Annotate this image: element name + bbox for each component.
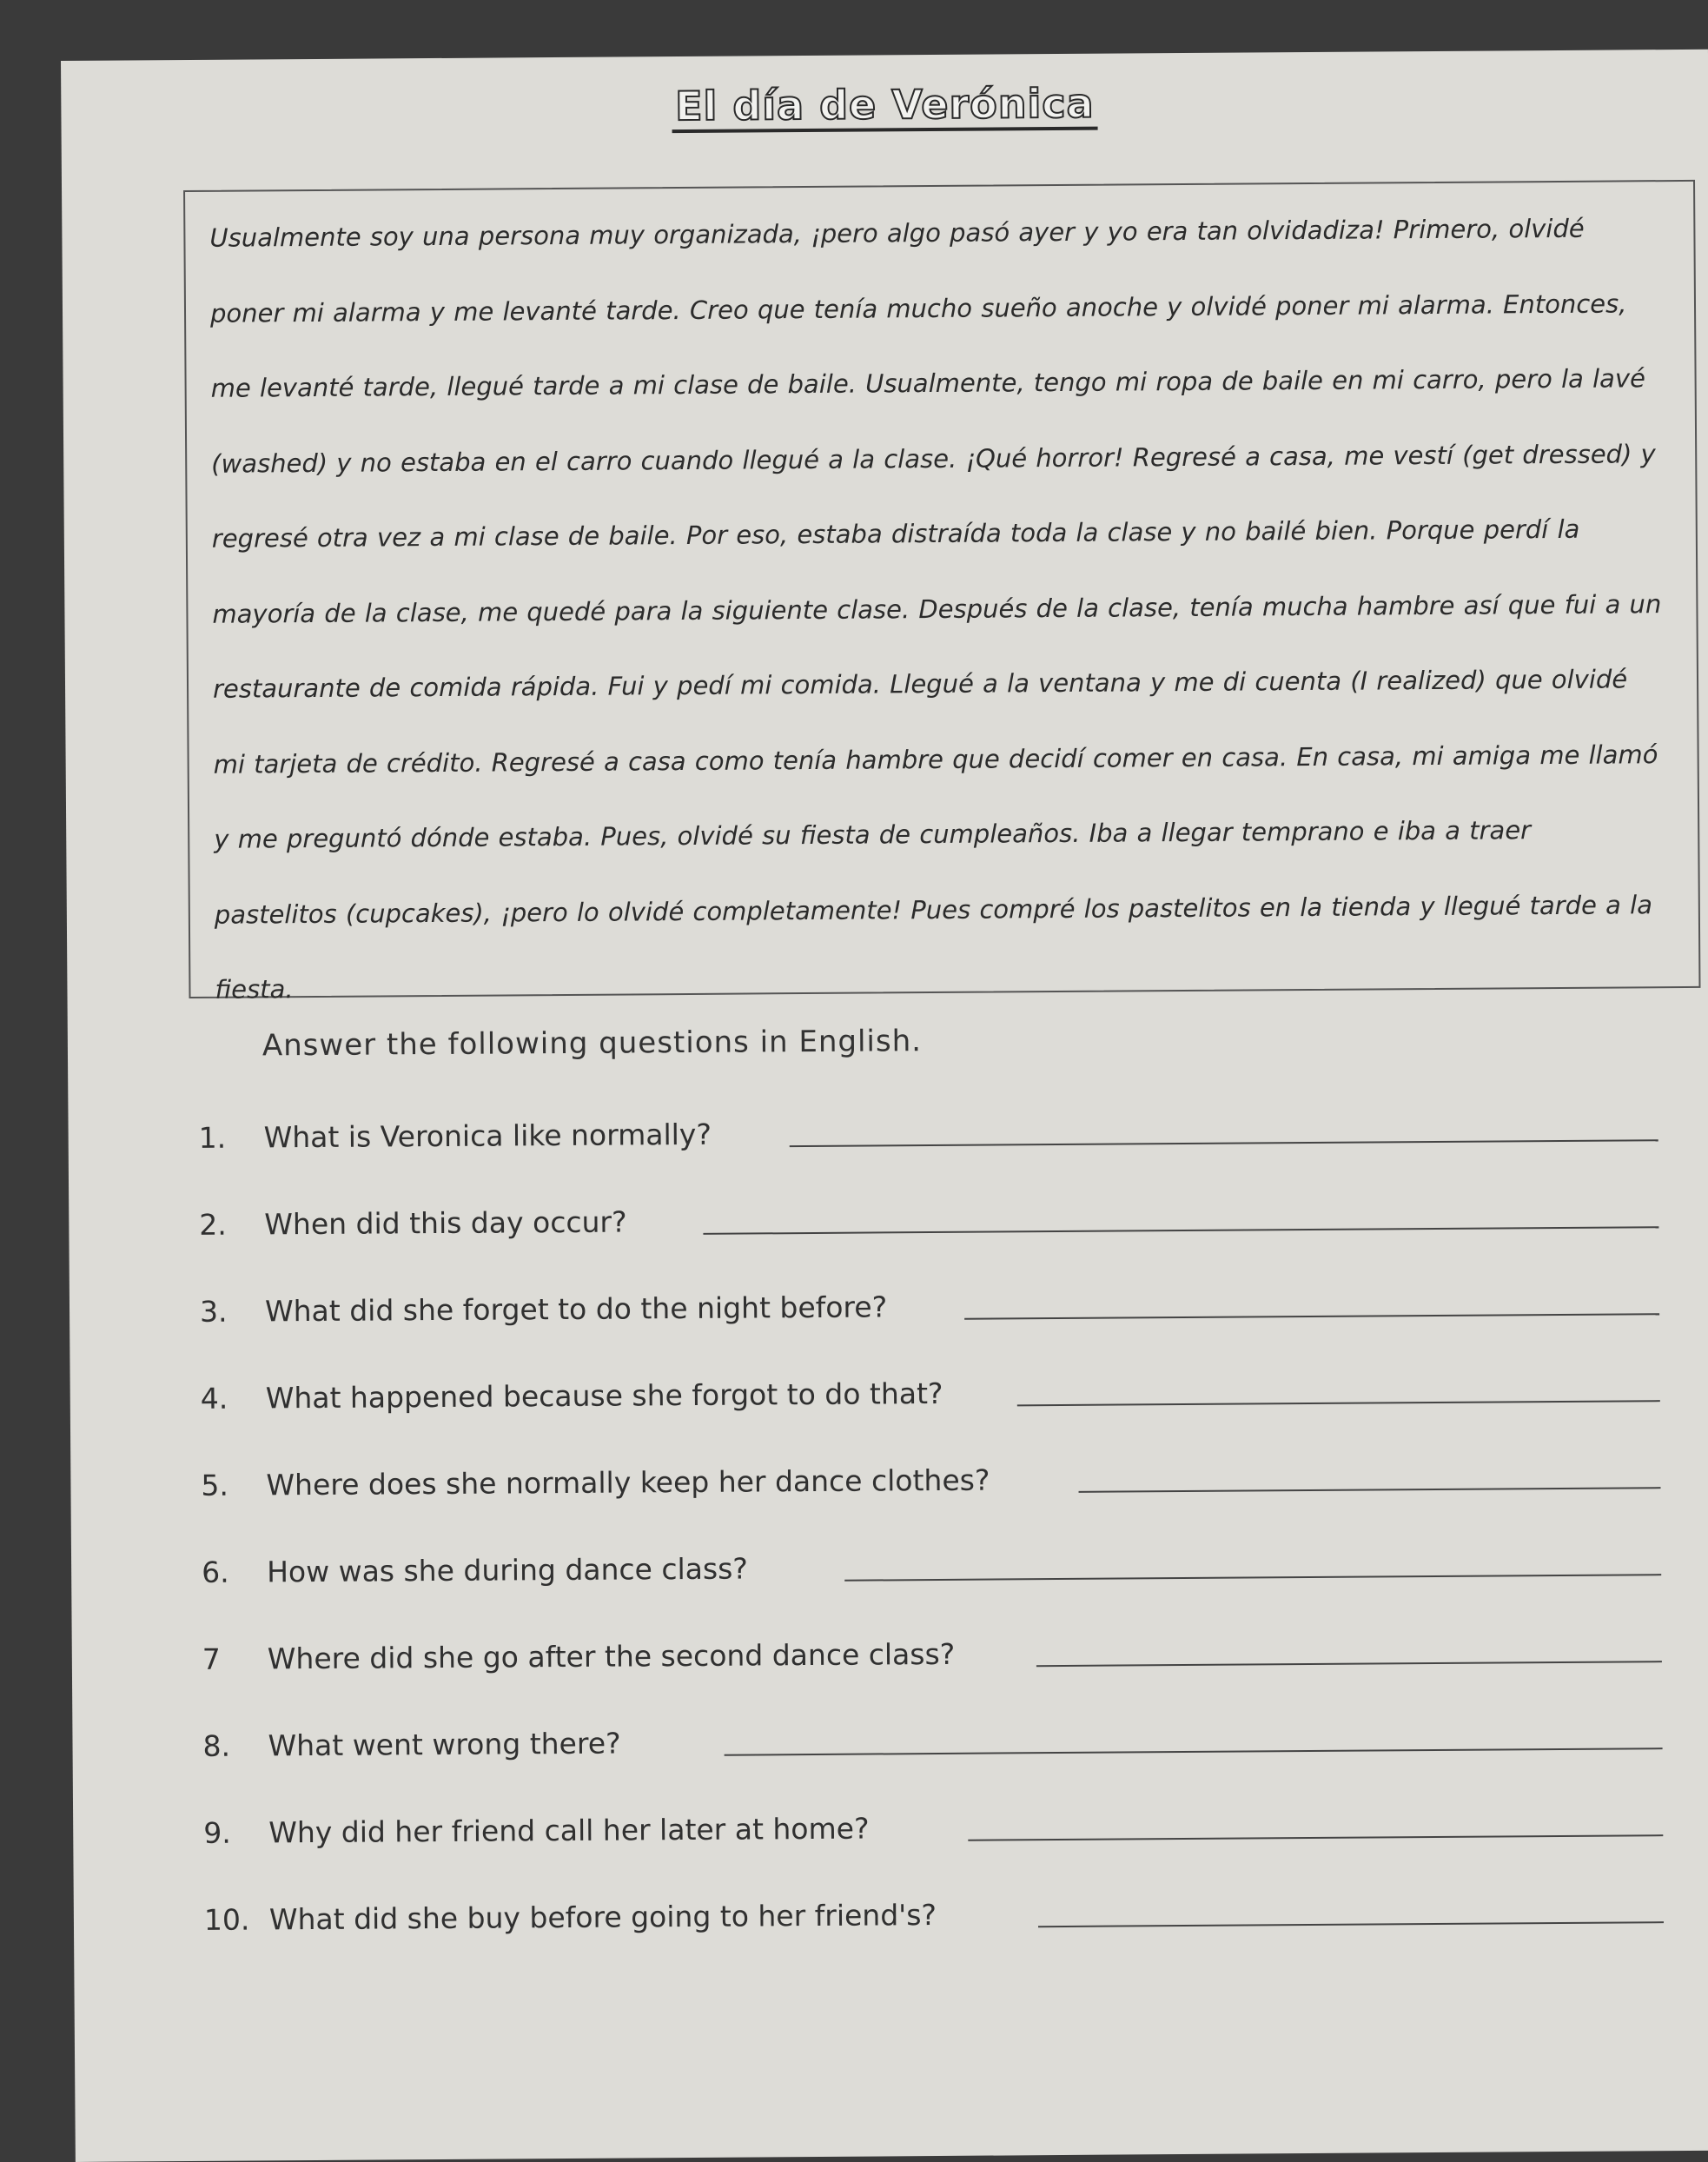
question-item (204, 1883, 1681, 1946)
question-item (200, 1275, 1677, 1337)
answer-line[interactable] (1038, 1921, 1664, 1927)
answer-line[interactable] (790, 1139, 1658, 1147)
question-item (203, 1796, 1680, 1859)
question-number: 7 (202, 1641, 221, 1676)
answer-line[interactable] (725, 1748, 1663, 1756)
question-text: What did she buy before going to her friend's? (268, 1898, 937, 1937)
answer-line[interactable] (1079, 1487, 1661, 1493)
passage-line: mayoría de la clase, me quedé para la siguiente clase. Después de la clase, tenía mucha hambre así que fui a un (212, 588, 1662, 629)
passage-line: (washed) y no estaba en el carro cuando llegué a la clase. ¡Qué horror! Regresé a casa, me vestí (get dressed) y (211, 438, 1656, 479)
passage-line: poner mi alarma y me levanté tarde. Creo que tenía mucho sueño anoche y olvidé poner mi alarma. Entonces, (209, 288, 1627, 328)
question-item (199, 1188, 1676, 1250)
question-number: 6. (202, 1555, 229, 1589)
question-number: 8. (202, 1728, 231, 1763)
question-text: Why did her friend call her later at home? (268, 1811, 870, 1850)
answer-line[interactable] (1036, 1661, 1662, 1667)
question-item (202, 1622, 1679, 1685)
worksheet-title: El día de Verónica (61, 76, 1708, 134)
answer-line[interactable] (703, 1226, 1658, 1235)
question-text: What went wrong there? (268, 1726, 621, 1763)
question-text: When did this day occur? (264, 1204, 627, 1242)
question-list (198, 1101, 1675, 1937)
question-item (201, 1362, 1678, 1424)
answer-line[interactable] (844, 1574, 1661, 1582)
answer-line[interactable] (968, 1834, 1663, 1841)
passage-line: regresé otra vez a mi clase de baile. Por eso, estaba distraída toda la clase y no bailé bien. Porque perdí la (211, 514, 1580, 554)
passage-line: restaurante de comida rápida. Fui y pedí mi comida. Llegué a la ventana y me di cuenta (I realized) que olvidé (212, 664, 1628, 704)
passage-line: pastelitos (cupcakes), ¡pero lo olvidé completamente! Pues compré los pastelitos en la tienda y llegué tarde a la (214, 889, 1653, 930)
question-number: 4. (200, 1381, 228, 1416)
reading-passage (209, 190, 1692, 1027)
question-text: Where does she normally keep her dance clothes? (266, 1462, 990, 1502)
answer-line[interactable] (1017, 1400, 1660, 1406)
question-number: 1. (198, 1120, 227, 1155)
question-item (198, 1101, 1675, 1164)
question-number: 5. (201, 1468, 229, 1502)
question-item (201, 1449, 1678, 1511)
question-number: 9. (203, 1815, 231, 1850)
question-text: What happened because she forgot to do that? (265, 1376, 943, 1416)
question-text: Where did she go after the second dance class? (267, 1636, 956, 1676)
passage-line: Usualmente soy una persona muy organizada, ¡pero algo pasó ayer y yo era tan olvidadiza! Primero, olvidé (209, 213, 1585, 253)
question-item (202, 1709, 1679, 1772)
question-text: How was she during dance class? (267, 1551, 748, 1589)
question-item (202, 1535, 1678, 1598)
answer-line[interactable] (964, 1313, 1659, 1320)
worksheet-page (61, 50, 1708, 2162)
passage-line: y me preguntó dónde estaba. Pues, olvidé su fiesta de cumpleaños. Iba a llegar temprano e iba a traer (214, 815, 1532, 854)
question-text: What did she forget to do the night before? (264, 1290, 888, 1329)
question-text: What is Veronica like normally? (263, 1117, 712, 1155)
instructions: Answer the following questions in English. (261, 1024, 923, 1064)
passage-line: mi tarjeta de crédito. Regresé a casa como tenía hambre que decidí comer en casa. En casa, mi amiga me llamó (213, 739, 1658, 779)
question-number: 2. (199, 1207, 227, 1242)
passage-line: me levanté tarde, llegué tarde a mi clase de baile. Usualmente, tengo mi ropa de baile en mi carro, pero la lavé (210, 363, 1646, 403)
passage-line: fiesta. (215, 974, 294, 1005)
question-number: 3. (199, 1294, 228, 1329)
question-number: 10. (203, 1902, 250, 1937)
